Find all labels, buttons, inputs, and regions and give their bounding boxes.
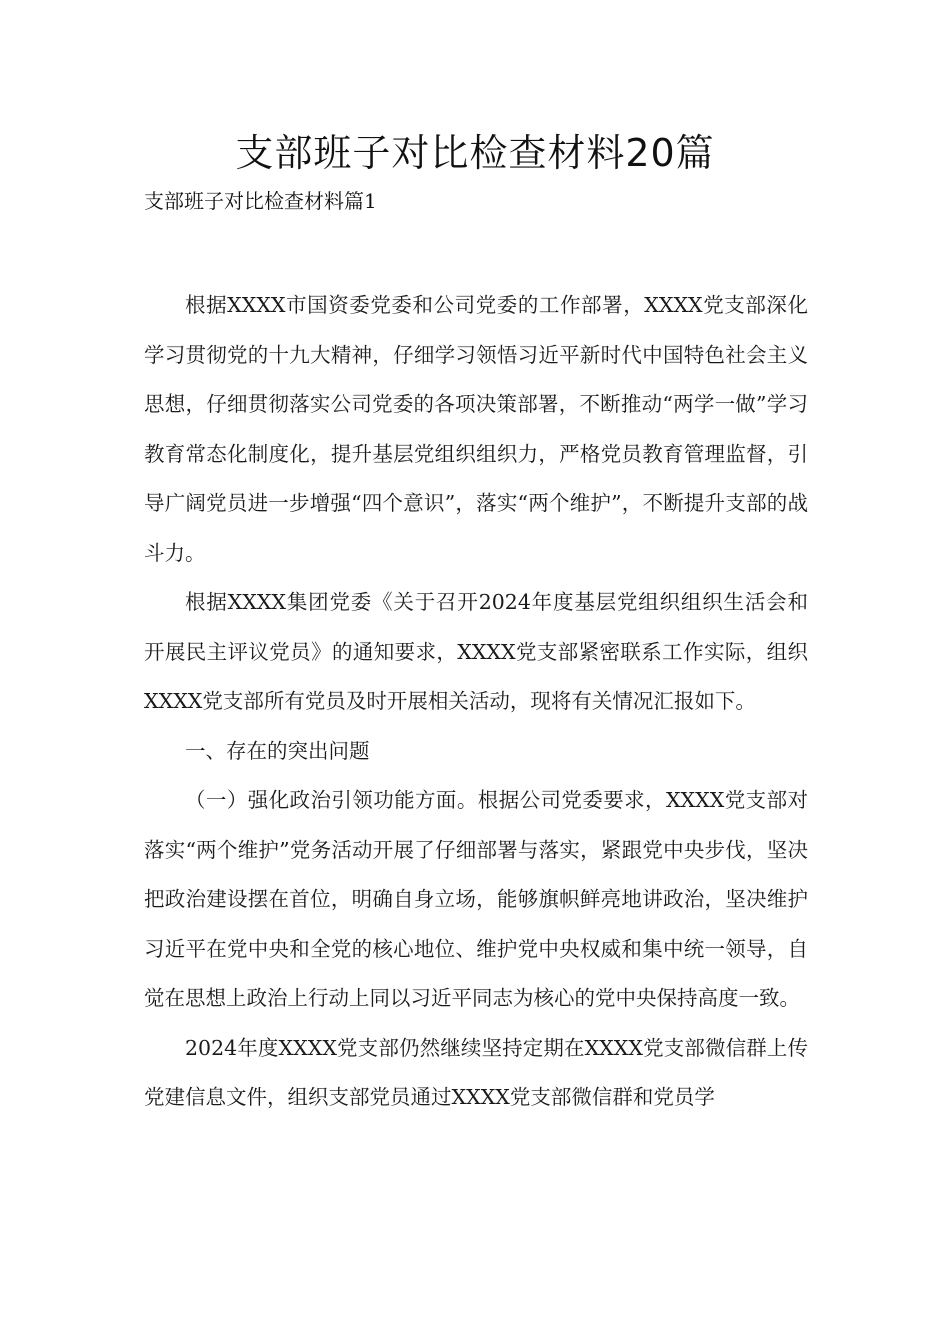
paragraph-intro: 根据XXXX市国资委党委和公司党委的工作部署，XXXX党支部深化学习贯彻党的十九大精神，仔细学习领悟习近平新时代中国特色社会主义思想，仔细贯彻落实公司党委的各项决策部署，不断推动“两学一做”学习教育常态化制度化，提升基层党组织组织力，严格党员教育管理监督，引导广阔党员进一步增强“四个意识”，落实“两个维护”，不断提升支部的战斗力。 <box>144 293 808 565</box>
document-title: 支部班子对比检查材料20篇 <box>235 131 715 175</box>
paragraph-notice: 根据XXXX集团党委《关于召开2024年度基层党组织组织生活会和开展民主评议党员》的通知要求，XXXX党支部紧密联系工作实际，组织XXXX党支部所有党员及时开展相关活动，现将有关情况汇报如下。 <box>144 590 808 713</box>
section-heading-problems: 一、存在的突出问题 <box>185 738 370 763</box>
document-body <box>144 281 808 1123</box>
document-subtitle: 支部班子对比检查材料篇1 <box>144 189 377 213</box>
paragraph-political-guidance: （一）强化政治引领功能方面。根据公司党委要求，XXXX党支部对落实“两个维护”党务活动开展了仔细部署与落实，紧跟党中央步伐，坚决把政治建设摆在首位，明确自身立场，能够旗帜鲜亮地讲政治，坚决维护习近平在党中央和全党的核心地位、维护党中央权威和集中统一领导，自觉在思想上政治上行动上同以习近平同志为核心的党中央保持高度一致。 <box>144 788 808 1010</box>
paragraph-2024-activities: 2024年度XXXX党支部仍然继续坚持定期在XXXX党支部微信群上传党建信息文件，组织支部党员通过XXXX党支部微信群和党员学 <box>144 1035 808 1109</box>
